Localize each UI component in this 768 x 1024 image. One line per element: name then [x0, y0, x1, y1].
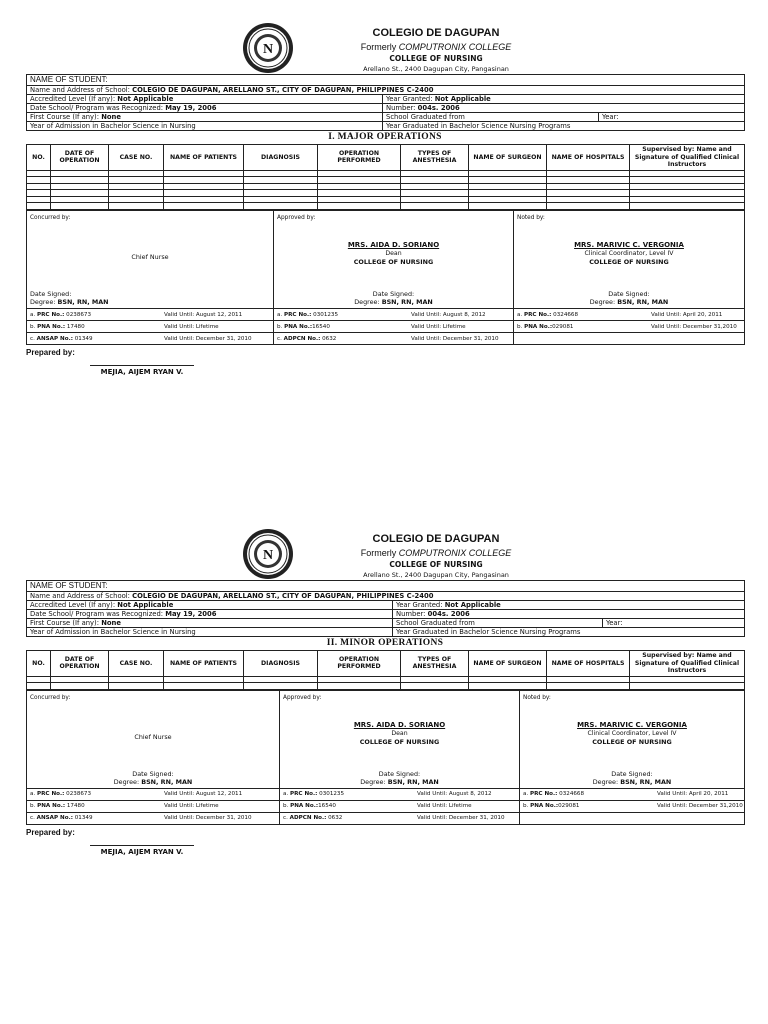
table-row[interactable] — [27, 190, 745, 197]
table-row[interactable] — [27, 196, 745, 203]
chief-nurse-title: Chief Nurse — [131, 253, 169, 262]
number-field[interactable]: Number: 004s. 2006 — [393, 610, 745, 619]
col-case-no: CASE NO. — [109, 651, 164, 677]
accredited-level-field[interactable]: Accredited Level (If any): Not Applicable — [27, 95, 383, 104]
col-supervised-by: Supervised by: Name and Signature of Qualified Clinical Instructors — [630, 651, 745, 677]
form-header — [26, 524, 744, 580]
school-name: COLEGIO DE DAGUPAN — [372, 27, 500, 39]
dean-date-signed[interactable]: Date Signed: Degree: BSN, RN, MAN — [360, 769, 439, 786]
formerly-line: Formerly COMPUTRONIX COLLEGE — [360, 42, 512, 52]
col-name-of-surgeon: NAME OF SURGEON — [469, 651, 547, 677]
date-recognized-field[interactable]: Date School/ Program was Recognized: May 19, 2006 — [27, 104, 383, 113]
date-recognized-field[interactable]: Date School/ Program was Recognized: May 19, 2006 — [27, 610, 393, 619]
coord-pna: b. PNA No.:029081 Valid Until: December 31,2010 — [520, 800, 745, 812]
coordinator-date-signed[interactable]: Date Signed: Degree: BSN, RN, MAN — [589, 290, 669, 307]
table-row[interactable] — [27, 203, 745, 210]
col-operation-performed: OPERATION PERFORMED — [318, 651, 401, 677]
prepared-by-label: Prepared by: — [26, 348, 75, 358]
signatures-table — [26, 690, 745, 825]
coordinator-name: MRS. MARIVIC C. VERGONIA — [577, 720, 687, 729]
form-header — [26, 18, 744, 74]
school-address: Arellano St., 2400 Dagupan City, Pangasinan — [363, 571, 509, 579]
school-graduated-field[interactable]: School Graduated from — [393, 619, 603, 628]
table-row[interactable] — [27, 683, 745, 690]
prepared-by-name: MEJIA, AIJEM RYAN V. — [90, 365, 194, 376]
year-granted-field[interactable]: Year Granted: Not Applicable — [383, 95, 745, 104]
col-types-of-anesthesia: TYPES OF ANESTHESIA — [401, 651, 469, 677]
first-course-field[interactable]: First Course (If any): None — [27, 113, 383, 122]
year-field[interactable]: Year: — [603, 619, 745, 628]
chief-prc: a. PRC No.: 0238673 Valid Until: August 12, 2011 — [27, 309, 274, 321]
student-info-table — [26, 580, 745, 637]
dean-pna: b. PNA No.:16540 Valid Until: Lifetime — [274, 321, 514, 333]
first-course-field[interactable]: First Course (If any): None — [27, 619, 393, 628]
operations-table — [26, 144, 745, 210]
chief-ansap: c. ANSAP No.: 01349 Valid Until: December 31, 2010 — [27, 812, 280, 824]
table-row[interactable] — [27, 170, 745, 177]
col-types-of-anesthesia: TYPES OF ANESTHESIA — [401, 145, 469, 171]
noted-block: Noted by: MRS. MARIVIC C. VERGONIA Clinical Coordinator, Level IV COLLEGE OF NURSING Date Signed: Degree: BSN, RN, MAN — [514, 211, 745, 309]
year-graduated-field[interactable]: Year Graduated in Bachelor Science Nursing Programs — [383, 122, 745, 131]
col-name-of-hospitals: NAME OF HOSPITALS — [547, 145, 630, 171]
name-of-student-field[interactable]: NAME OF STUDENT: — [27, 581, 745, 592]
col-diagnosis: DIAGNOSIS — [244, 651, 318, 677]
license-row — [27, 788, 745, 800]
col-no: NO. — [27, 145, 51, 171]
school-name-field[interactable]: Name and Address of School: COLEGIO DE DAGUPAN, ARELLANO ST., CITY OF DAGUPAN, PHILIPPINES C-2400 — [27, 86, 745, 95]
dean-adpcn: c. ADPCN No.: 0632 Valid Until: December 31, 2010 — [280, 812, 520, 824]
prepared-by-label: Prepared by: — [26, 827, 75, 837]
col-date-of-operation: DATE OF OPERATION — [51, 651, 109, 677]
coordinator-name: MRS. MARIVIC C. VERGONIA — [574, 241, 684, 250]
concurred-block: Concurred by: Chief Nurse Date Signed: Degree: BSN, RN, MAN — [27, 211, 274, 309]
dean-name: MRS. AIDA D. SORIANO — [347, 241, 440, 250]
col-supervised-by: Supervised by: Name and Signature of Qualified Clinical Instructors — [630, 145, 745, 171]
form-minor-operations — [26, 524, 744, 856]
table-row[interactable] — [27, 676, 745, 683]
dean-pna: b. PNA No.:16540 Valid Until: Lifetime — [280, 800, 520, 812]
table-row[interactable] — [27, 183, 745, 190]
col-name-of-patients: NAME OF PATIENTS — [164, 651, 244, 677]
accredited-level-field[interactable]: Accredited Level (If any): Not Applicable — [27, 601, 393, 610]
chief-date-signed[interactable]: Date Signed: Degree: BSN, RN, MAN — [30, 290, 109, 307]
school-name-field[interactable]: Name and Address of School: COLEGIO DE DAGUPAN, ARELLANO ST., CITY OF DAGUPAN, PHILIPPINES C-2400 — [27, 592, 745, 601]
dean-prc: a. PRC No.: 0301235 Valid Until: August 8, 2012 — [274, 309, 514, 321]
header-text — [256, 27, 616, 73]
header-text — [256, 533, 616, 579]
col-operation-performed: OPERATION PERFORMED — [318, 145, 401, 171]
section-title: II. MINOR OPERATIONS — [326, 638, 444, 648]
chief-prc: a. PRC No.: 0238673 Valid Until: August 12, 2011 — [27, 788, 280, 800]
chief-nurse-title: Chief Nurse — [134, 732, 172, 741]
concurred-block: Concurred by: Chief Nurse Date Signed: Degree: BSN, RN, MAN — [27, 690, 280, 788]
year-granted-field[interactable]: Year Granted: Not Applicable — [393, 601, 745, 610]
chief-date-signed[interactable]: Date Signed: Degree: BSN, RN, MAN — [113, 769, 193, 786]
section-title: I. MAJOR OPERATIONS — [328, 132, 442, 142]
chief-pna: b. PNA No.: 17480 Valid Until: Lifetime — [27, 800, 280, 812]
col-name-of-surgeon: NAME OF SURGEON — [469, 145, 547, 171]
coord-pna: b. PNA No.:029081 Valid Until: December 31,2010 — [514, 321, 745, 333]
form-major-operations — [26, 18, 744, 376]
school-graduated-field[interactable]: School Graduated from — [383, 113, 599, 122]
name-of-student-field[interactable]: NAME OF STUDENT: — [27, 75, 745, 86]
chief-pna: b. PNA No.: 17480 Valid Until: Lifetime — [27, 321, 274, 333]
svg-text:N: N — [262, 42, 274, 57]
number-field[interactable]: Number: 004s. 2006 — [383, 104, 745, 113]
year-admission-field[interactable]: Year of Admission in Bachelor Science in Nursing — [27, 122, 383, 131]
year-field[interactable]: Year: — [599, 113, 745, 122]
approved-block: Approved by: MRS. AIDA D. SORIANO Dean COLLEGE OF NURSING Date Signed: Degree: BSN, RN, MAN — [280, 690, 520, 788]
dean-date-signed[interactable]: Date Signed: Degree: BSN, RN, MAN — [354, 290, 433, 307]
operations-table — [26, 650, 745, 690]
coord-prc: a. PRC No.: 0324668 Valid Until: April 20, 2011 — [514, 309, 745, 321]
approved-block: Approved by: MRS. AIDA D. SORIANO Dean COLLEGE OF NURSING Date Signed: Degree: BSN, RN, MAN — [274, 211, 514, 309]
dean-adpcn: c. ADPCN No.: 0632 Valid Until: December 31, 2010 — [274, 333, 514, 345]
col-name-of-hospitals: NAME OF HOSPITALS — [547, 651, 630, 677]
college-name: COLLEGE OF NURSING — [389, 560, 483, 569]
school-name: COLEGIO DE DAGUPAN — [372, 533, 500, 545]
license-row — [27, 333, 745, 345]
chief-ansap: c. ANSAP No.: 01349 Valid Until: December 31, 2010 — [27, 333, 274, 345]
school-address: Arellano St., 2400 Dagupan City, Pangasinan — [363, 65, 509, 73]
student-info-table — [26, 74, 745, 131]
col-date-of-operation: DATE OF OPERATION — [51, 145, 109, 171]
year-graduated-field[interactable]: Year Graduated in Bachelor Science Nursing Programs — [393, 628, 745, 637]
license-row — [27, 800, 745, 812]
col-name-of-patients: NAME OF PATIENTS — [164, 145, 244, 171]
coord-prc: a. PRC No.: 0324668 Valid Until: April 20, 2011 — [520, 788, 745, 800]
operations-header-row — [27, 651, 745, 677]
formerly-line: Formerly COMPUTRONIX COLLEGE — [360, 548, 512, 558]
license-row — [27, 812, 745, 824]
signatures-table — [26, 210, 745, 345]
col-diagnosis: DIAGNOSIS — [244, 145, 318, 171]
year-admission-field[interactable]: Year of Admission in Bachelor Science in Nursing — [27, 628, 393, 637]
operations-header-row — [27, 145, 745, 171]
prepared-by-name: MEJIA, AIJEM RYAN V. — [90, 845, 194, 856]
noted-block: Noted by: MRS. MARIVIC C. VERGONIA Clinical Coordinator, Level IV COLLEGE OF NURSING Date Signed: Degree: BSN, RN, MAN — [520, 690, 745, 788]
license-row — [27, 321, 745, 333]
college-name: COLLEGE OF NURSING — [389, 54, 483, 63]
license-row — [27, 309, 745, 321]
dean-prc: a. PRC No.: 0301235 Valid Until: August 8, 2012 — [280, 788, 520, 800]
svg-text:N: N — [262, 548, 274, 563]
col-no: NO. — [27, 651, 51, 677]
dean-name: MRS. AIDA D. SORIANO — [353, 720, 446, 729]
table-row[interactable] — [27, 177, 745, 184]
col-case-no: CASE NO. — [109, 145, 164, 171]
coordinator-date-signed[interactable]: Date Signed: Degree: BSN, RN, MAN — [592, 769, 672, 786]
